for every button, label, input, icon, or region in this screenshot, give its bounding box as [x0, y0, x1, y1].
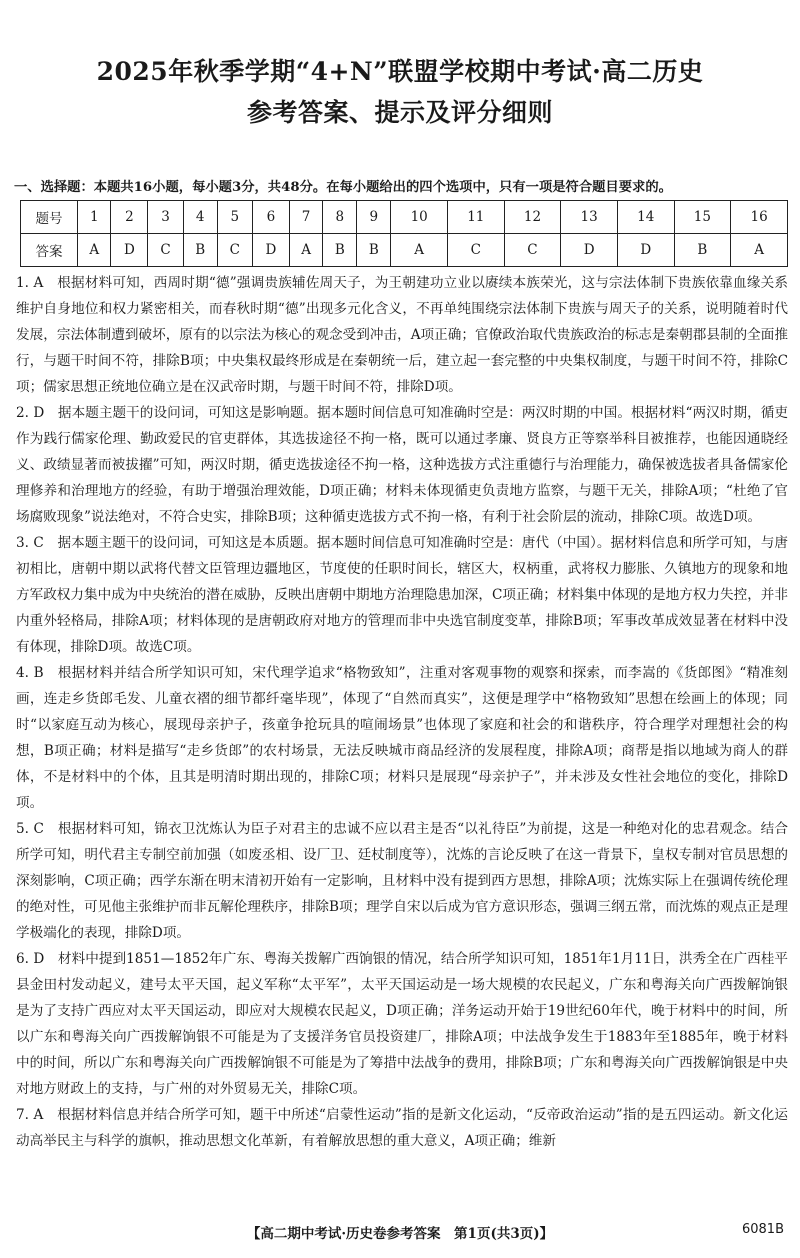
row-label-answer: 答案	[21, 234, 78, 267]
answer-cell: D	[561, 234, 618, 267]
answer-cell: A	[289, 234, 322, 267]
question-number-cell: 10	[391, 201, 448, 234]
answer-cell: D	[253, 234, 290, 267]
document-code: 6081B	[741, 1222, 784, 1237]
answer-cell: A	[391, 234, 448, 267]
section-heading-multiple-choice: 一、选择题：本题共16小题，每小题3分，共48分。在每小题给出的四个选项中，只有一项是符合题目要求的。	[14, 180, 672, 195]
explanation-item: 7. A 根据材料信息并结合所学可知，题干中所述“启蒙性运动”指的是新文化运动，“反帝政治运动”指的是五四运动。新文化运动高举民主与科学的旗帜，推动思想文化革新，有着解放思想的重大意义，A项正确；维新	[16, 1107, 788, 1149]
question-number-cell: 15	[674, 201, 731, 234]
answer-cell: D	[617, 234, 674, 267]
explanation-item: 4. B 根据材料并结合所学知识可知，宋代理学追求“格物致知”，注重对客观事物的观察和探索，而李嵩的《货郎图》“精准刻画，连走乡货郎毛发、儿童衣褶的细节都纤毫毕现”，体现了“自然而真实”，这便是理学中“格物致知”思想在绘画上的体现；同时“以家庭互动为核心，展现母亲护子，孩童争抢玩具的喧闹场景”也体现了家庭和社会的和谐秩序，符合理学对理想社会的构想，B项正确；材料是描写“走乡货郎”的农村场景，无法反映城市商品经济的发展程度，排除A项；商帮是指以地域为商人的群体，不是材料中的个体，且其是明清时期出现的，排除C项；材料只是展现“母亲护子”，并未涉及女性社会地位的变化，排除D项。	[16, 665, 789, 811]
row-label-question-number: 题号	[21, 201, 78, 234]
explanation-item: 5. C 根据材料可知，锦衣卫沈炼认为臣子对君主的忠诚不应以君主是否“以礼待臣”为前提，这是一种绝对化的忠君观念。结合所学可知，明代君主专制空前加强（如废丞相、设厂卫、廷杖制度等），沈炼的言论反映了在这一背景下，皇权专制对官员思想的深刻影响，C项正确；西学东渐在明末清初开始有一定影响，且材料中没有提到西方思想，排除A项；沈炼实际上在强调传统伦理的绝对性，可见他主张维护而非瓦解伦理秩序，排除B项；理学自宋以后成为官方意识形态，强调三纲五常，而沈炼的观点正是理学极端化的表现，排除D项。	[16, 821, 788, 941]
question-number-cell: 14	[617, 201, 674, 234]
question-number-cell: 5	[217, 201, 252, 234]
question-number-cell: 4	[183, 201, 217, 234]
question-number-cell: 11	[448, 201, 505, 234]
question-number-cell: 13	[561, 201, 618, 234]
table-row	[21, 234, 788, 267]
explanations	[16, 270, 788, 1154]
answer-cell: C	[148, 234, 183, 267]
explanation-item: 3. C 据本题主题干的设问词，可知这是本质题。据本题时间信息可知准确时空是：唐代（中国）。据材料信息和所学可知，与唐初相比，唐朝中期以武将代替文臣管理边疆地区，节度使的任职时间长，辖区大，权柄重，武将权力膨胀、久镇地方的现象和地方军政权力集中成为中央统治的潜在威胁，反映出唐朝中期地方治理隐患加深，C项正确；材料集中体现的是地方权力失控，并非内重外轻格局，排除A项；材料体现的是唐朝政府对地方的管理而非中央选官制度变革，排除B项；军事改革成效显著在材料中没有体现，排除D项。故选C项。	[16, 535, 788, 655]
question-number-cell: 16	[731, 201, 788, 234]
answer-cell: C	[504, 234, 561, 267]
answer-cell: B	[183, 234, 217, 267]
answer-cell: C	[448, 234, 505, 267]
explanation-item: 6. D 材料中提到1851—1852年广东、粤海关拨解广西饷银的情况，结合所学知识可知，1851年1月11日，洪秀全在广西桂平县金田村发动起义，建号太平天国，起义军称“太平军”，太平天国运动是一场大规模的农民起义，广东和粤海关向广西拨解饷银是为了支持广西应对太平天国运动，即应对大规模农民起义，D项正确；洋务运动开始于19世纪60年代，晚于材料中的时间，所以广东和粤海关向广西拨解饷银不可能是为了支援洋务官员投资建厂，排除A项；中法战争发生于1883年至1885年，晚于材料中的时间，所以广东和粤海关向广西拨解饷银不可能是为了筹措中法战争的费用，排除B项；广东和粤海关向广西拨解饷银是中央对地方财政上的支持，与广州的对外贸易无关，排除C项。	[16, 951, 788, 1097]
page-subtitle: 参考答案、提示及评分细则	[246, 98, 553, 127]
answer-cell: B	[323, 234, 357, 267]
explanation-item: 1. A 根据材料可知，西周时期“德”强调贵族辅佐周天子，为王朝建功立业以赓续本族荣光，这与宗法体制下贵族依靠血缘关系维护自身地位和权力紧密相关，而春秋时期“德”出现多元化含义，不再单纯围绕宗法体制下贵族与周天子的关系，说明随着时代发展，宗法体制遭到破坏，原有的以宗法为核心的观念受到冲击，A项正确；官僚政治取代贵族政治的标志是秦朝郡县制的全面推行，与题干时间不符，排除B项；中央集权最终形成是在秦朝统一后，建立起一套完整的中央集权制度，与题干时间不符，排除C项；儒家思想正统地位确立是在汉武帝时期，与题干时间不符，排除D项。	[16, 275, 788, 395]
question-number-cell: 8	[323, 201, 357, 234]
question-number-cell: 12	[504, 201, 561, 234]
answer-cell: B	[357, 234, 391, 267]
answer-cell: B	[674, 234, 731, 267]
question-number-cell: 3	[148, 201, 183, 234]
table-row	[21, 201, 788, 234]
page-footer: 【高二期中考试·历史卷参考答案 第1页(共3页)】	[246, 1226, 554, 1242]
answer-cell: D	[111, 234, 148, 267]
answer-table	[20, 200, 788, 267]
answer-cell: A	[78, 234, 111, 267]
page-title: 2025年秋季学期“4+N”联盟学校期中考试·高二历史	[96, 57, 704, 86]
answer-cell: A	[731, 234, 788, 267]
question-number-cell: 9	[357, 201, 391, 234]
explanation-item: 2. D 据本题主题干的设问词，可知这是影响题。据本题时间信息可知准确时空是：两汉时期的中国。根据材料“两汉时期，循吏作为践行儒家伦理、勤政爱民的官吏群体，其选拔途径不拘一格，既可以通过孝廉、贤良方正等察举科目被推荐，也能因通晓经义、政绩显著而被拔擢”可知，两汉时期，循吏选拔途径不拘一格，这种选拔方式注重德行与治理能力，确保被选拔者具备儒家伦理修养和治理地方的经验，有助于增强治理效能，D项正确；材料未体现循吏负责地方监察，与题干无关，排除A项；“杜绝了官场腐败现象”说法绝对，不符合史实，排除B项；这种循吏选拔方式不拘一格，有利于社会阶层的流动，排除C项。故选D项。	[16, 405, 788, 525]
question-number-cell: 2	[111, 201, 148, 234]
question-number-cell: 7	[289, 201, 322, 234]
answer-cell: C	[217, 234, 252, 267]
question-number-cell: 1	[78, 201, 111, 234]
question-number-cell: 6	[253, 201, 290, 234]
